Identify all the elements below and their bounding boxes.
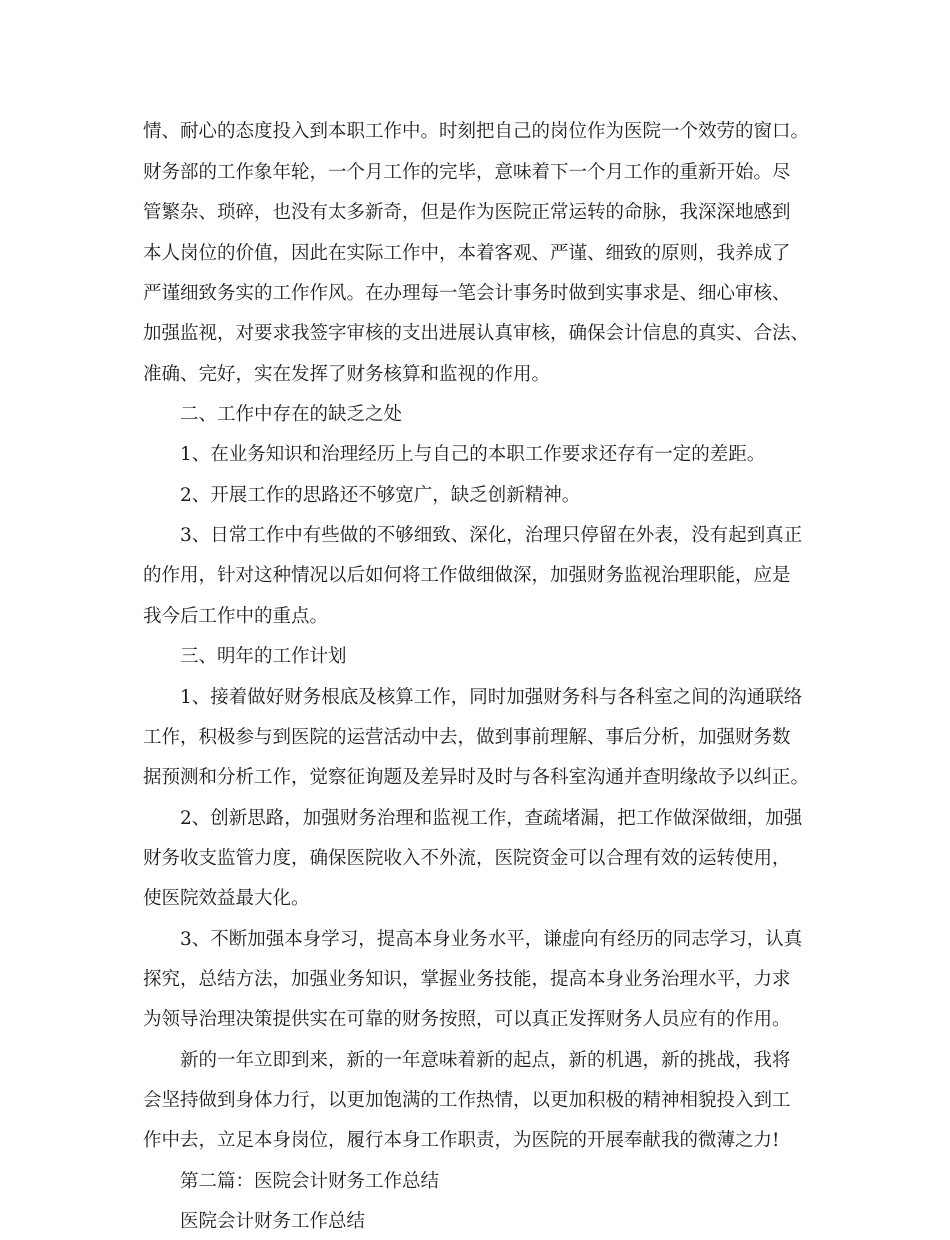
body-text-line: 财务部的工作象年轮，一个月工作的完毕，意味着下一个月工作的重新开始。尽 <box>143 162 791 183</box>
list-item: 3、日常工作中有些做的不够细致、深化，治理只停留在外表，没有起到真正 <box>180 525 803 546</box>
body-text-line: 我今后工作中的重点。 <box>143 606 329 627</box>
body-text-line: 为领导治理决策提供实在可靠的财务按照，可以真正发挥财务人员应有的作用。 <box>143 1009 791 1030</box>
paragraph-start: 新的一年立即到来，新的一年意味着新的起点，新的机遇，新的挑战，我将 <box>180 1050 791 1071</box>
body-text-line: 加强监视，对要求我签字审核的支出进展认真审核，确保会计信息的真实、合法、 <box>143 323 810 344</box>
body-text-line: 作中去，立足本身岗位，履行本身工作职责，为医院的开展奉献我的微薄之力! <box>143 1130 780 1151</box>
body-text-line: 据预测和分析工作，觉察征询题及差异时及时与各科室沟通并查明缘故予以纠正。 <box>143 767 810 788</box>
list-item: 2、创新思路，加强财务治理和监视工作，查疏堵漏，把工作做深做细，加强 <box>180 808 803 829</box>
section-heading: 三、明年的工作计划 <box>180 646 347 667</box>
body-text-line: 本人岗位的价值，因此在实际工作中，本着客观、严谨、细致的原则，我养成了 <box>143 243 791 264</box>
body-text-line: 情、耐心的态度投入到本职工作中。时刻把自己的岗位作为医院一个效劳的窗口。 <box>143 121 810 142</box>
list-item: 1、在业务知识和治理经历上与自己的本职工作要求还存有一定的差距。 <box>180 444 766 465</box>
body-text-line: 工作，积极参与到医院的运营活动中去，做到事前理解、事后分析，加强财务数 <box>143 727 791 748</box>
body-text-line: 使医院效益最大化。 <box>143 888 310 909</box>
body-text-line: 会坚持做到身体力行，以更加饱满的工作热情，以更加积极的精神相貌投入到工 <box>143 1090 791 1111</box>
list-item: 3、不断加强本身学习，提高本身业务水平，谦虚向有经历的同志学习，认真 <box>180 929 803 950</box>
list-item: 2、开展工作的思路还不够宽广，缺乏创新精神。 <box>180 485 581 506</box>
body-text-line: 准确、完好，实在发挥了财务核算和监视的作用。 <box>143 364 551 385</box>
section-title: 第二篇：医院会计财务工作总结 <box>180 1171 440 1192</box>
body-text-line: 的作用，针对这种情况以后如何将工作做细做深，加强财务监视治理职能，应是 <box>143 565 791 586</box>
body-text-line: 严谨细致务实的工作作风。在办理每一笔会计事务时做到实事求是、细心审核、 <box>143 283 791 304</box>
section-heading: 二、工作中存在的缺乏之处 <box>180 404 403 425</box>
document-title: 医院会计财务工作总结 <box>180 1211 366 1232</box>
body-text-line: 财务收支监管力度，确保医院收入不外流，医院资金可以合理有效的运转使用， <box>143 848 791 869</box>
list-item: 1、接着做好财务根底及核算工作，同时加强财务科与各科室之间的沟通联络 <box>180 687 803 708</box>
body-text-line: 探究，总结方法，加强业务知识，掌握业务技能，提高本身业务治理水平，力求 <box>143 969 791 990</box>
body-text-line: 管繁杂、琐碎，也没有太多新奇，但是作为医院正常运转的命脉，我深深地感到 <box>143 202 791 223</box>
